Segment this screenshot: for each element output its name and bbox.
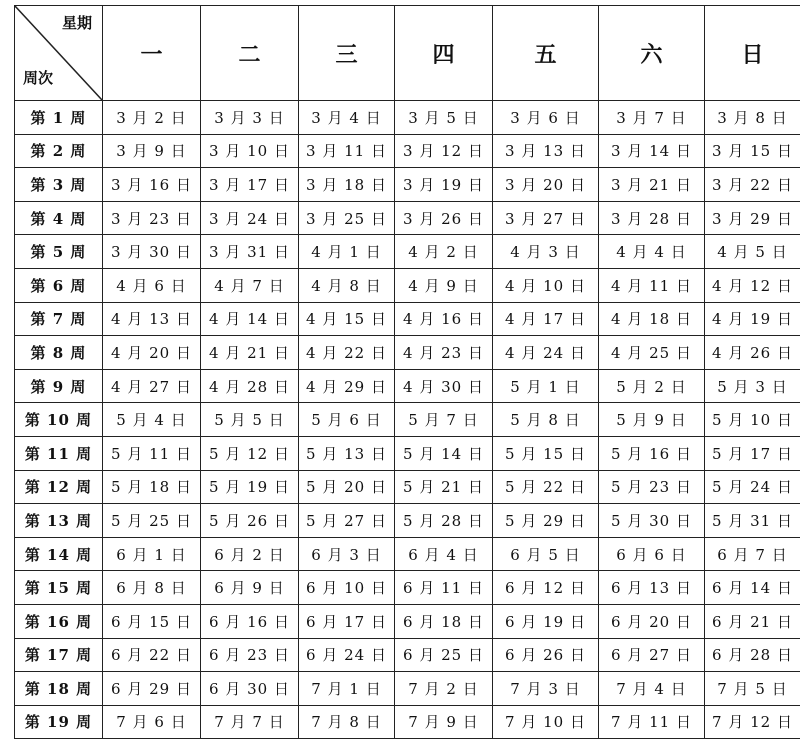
week-label-cell: 第 10 周 (15, 403, 103, 437)
corner-header-cell (15, 6, 103, 101)
date-cell: 3 月 5 日 (395, 101, 493, 135)
date-cell: 4 月 7 日 (201, 268, 299, 302)
schedule-body (15, 101, 800, 739)
date-cell: 6 月 17 日 (299, 604, 395, 638)
date-cell: 4 月 15 日 (299, 302, 395, 336)
week-label-cell: 第 18 周 (15, 672, 103, 706)
date-cell: 4 月 18 日 (599, 302, 705, 336)
date-cell: 5 月 25 日 (103, 504, 201, 538)
table-row (15, 436, 800, 470)
date-cell: 6 月 18 日 (395, 604, 493, 638)
corner-week-label: 周次 (23, 69, 54, 87)
table-row (15, 268, 800, 302)
week-label-cell: 第 13 周 (15, 504, 103, 538)
date-cell: 3 月 4 日 (299, 101, 395, 135)
date-cell: 3 月 30 日 (103, 235, 201, 269)
date-cell: 5 月 18 日 (103, 470, 201, 504)
date-cell: 6 月 24 日 (299, 638, 395, 672)
date-cell: 3 月 24 日 (201, 201, 299, 235)
week-label-cell: 第 15 周 (15, 571, 103, 605)
date-cell: 6 月 21 日 (705, 604, 800, 638)
date-cell: 4 月 8 日 (299, 268, 395, 302)
date-cell: 6 月 2 日 (201, 537, 299, 571)
week-label-cell: 第 3 周 (15, 168, 103, 202)
week-label-cell: 第 19 周 (15, 705, 103, 739)
table-row (15, 336, 800, 370)
date-cell: 7 月 1 日 (299, 672, 395, 706)
date-cell: 4 月 25 日 (599, 336, 705, 370)
date-cell: 4 月 23 日 (395, 336, 493, 370)
date-cell: 5 月 7 日 (395, 403, 493, 437)
week-schedule-table (14, 5, 800, 739)
date-cell: 5 月 24 日 (705, 470, 800, 504)
date-cell: 5 月 6 日 (299, 403, 395, 437)
header-row (15, 6, 800, 101)
date-cell: 6 月 11 日 (395, 571, 493, 605)
date-cell: 7 月 11 日 (599, 705, 705, 739)
date-cell: 5 月 23 日 (599, 470, 705, 504)
date-cell: 5 月 9 日 (599, 403, 705, 437)
date-cell: 6 月 12 日 (493, 571, 599, 605)
date-cell: 7 月 4 日 (599, 672, 705, 706)
date-cell: 4 月 20 日 (103, 336, 201, 370)
date-cell: 4 月 22 日 (299, 336, 395, 370)
date-cell: 4 月 24 日 (493, 336, 599, 370)
date-cell: 5 月 13 日 (299, 436, 395, 470)
date-cell: 6 月 4 日 (395, 537, 493, 571)
date-cell: 5 月 31 日 (705, 504, 800, 538)
table-row (15, 504, 800, 538)
date-cell: 4 月 11 日 (599, 268, 705, 302)
date-cell: 6 月 6 日 (599, 537, 705, 571)
date-cell: 6 月 1 日 (103, 537, 201, 571)
date-cell: 3 月 6 日 (493, 101, 599, 135)
table-row (15, 470, 800, 504)
date-cell: 5 月 2 日 (599, 369, 705, 403)
date-cell: 4 月 16 日 (395, 302, 493, 336)
date-cell: 7 月 3 日 (493, 672, 599, 706)
date-cell: 6 月 20 日 (599, 604, 705, 638)
date-cell: 3 月 12 日 (395, 134, 493, 168)
corner-weekday-label: 星期 (61, 14, 92, 32)
date-cell: 5 月 3 日 (705, 369, 800, 403)
date-cell: 5 月 1 日 (493, 369, 599, 403)
date-cell: 4 月 13 日 (103, 302, 201, 336)
date-cell: 7 月 5 日 (705, 672, 800, 706)
table-row (15, 134, 800, 168)
table-row (15, 672, 800, 706)
date-cell: 7 月 7 日 (201, 705, 299, 739)
date-cell: 5 月 29 日 (493, 504, 599, 538)
table-row (15, 168, 800, 202)
date-cell: 3 月 2 日 (103, 101, 201, 135)
week-label-cell: 第 6 周 (15, 268, 103, 302)
date-cell: 7 月 9 日 (395, 705, 493, 739)
day-header-thu: 四 (395, 6, 493, 101)
date-cell: 4 月 17 日 (493, 302, 599, 336)
date-cell: 3 月 31 日 (201, 235, 299, 269)
date-cell: 6 月 22 日 (103, 638, 201, 672)
week-label-cell: 第 16 周 (15, 604, 103, 638)
date-cell: 3 月 10 日 (201, 134, 299, 168)
table-row (15, 302, 800, 336)
date-cell: 4 月 1 日 (299, 235, 395, 269)
week-label-cell: 第 2 周 (15, 134, 103, 168)
date-cell: 3 月 7 日 (599, 101, 705, 135)
date-cell: 6 月 13 日 (599, 571, 705, 605)
date-cell: 6 月 27 日 (599, 638, 705, 672)
date-cell: 4 月 21 日 (201, 336, 299, 370)
date-cell: 7 月 12 日 (705, 705, 800, 739)
table-row (15, 369, 800, 403)
date-cell: 4 月 2 日 (395, 235, 493, 269)
date-cell: 6 月 30 日 (201, 672, 299, 706)
date-cell: 4 月 30 日 (395, 369, 493, 403)
date-cell: 3 月 13 日 (493, 134, 599, 168)
date-cell: 4 月 4 日 (599, 235, 705, 269)
date-cell: 6 月 9 日 (201, 571, 299, 605)
date-cell: 6 月 3 日 (299, 537, 395, 571)
date-cell: 6 月 28 日 (705, 638, 800, 672)
date-cell: 4 月 26 日 (705, 336, 800, 370)
date-cell: 7 月 10 日 (493, 705, 599, 739)
date-cell: 5 月 17 日 (705, 436, 800, 470)
date-cell: 7 月 2 日 (395, 672, 493, 706)
date-cell: 3 月 21 日 (599, 168, 705, 202)
date-cell: 3 月 23 日 (103, 201, 201, 235)
date-cell: 5 月 12 日 (201, 436, 299, 470)
date-cell: 5 月 11 日 (103, 436, 201, 470)
day-header-wed: 三 (299, 6, 395, 101)
date-cell: 3 月 14 日 (599, 134, 705, 168)
table-row (15, 403, 800, 437)
date-cell: 5 月 30 日 (599, 504, 705, 538)
date-cell: 3 月 18 日 (299, 168, 395, 202)
date-cell: 6 月 19 日 (493, 604, 599, 638)
date-cell: 6 月 5 日 (493, 537, 599, 571)
week-label-cell: 第 5 周 (15, 235, 103, 269)
date-cell: 5 月 4 日 (103, 403, 201, 437)
week-label-cell: 第 8 周 (15, 336, 103, 370)
week-label-cell: 第 7 周 (15, 302, 103, 336)
date-cell: 5 月 19 日 (201, 470, 299, 504)
week-label-cell: 第 4 周 (15, 201, 103, 235)
date-cell: 4 月 14 日 (201, 302, 299, 336)
date-cell: 6 月 26 日 (493, 638, 599, 672)
date-cell: 4 月 19 日 (705, 302, 800, 336)
week-label-cell: 第 12 周 (15, 470, 103, 504)
date-cell: 4 月 3 日 (493, 235, 599, 269)
date-cell: 5 月 16 日 (599, 436, 705, 470)
week-label-cell: 第 9 周 (15, 369, 103, 403)
date-cell: 5 月 22 日 (493, 470, 599, 504)
date-cell: 6 月 15 日 (103, 604, 201, 638)
date-cell: 3 月 26 日 (395, 201, 493, 235)
date-cell: 3 月 19 日 (395, 168, 493, 202)
date-cell: 3 月 15 日 (705, 134, 800, 168)
table-row (15, 537, 800, 571)
date-cell: 3 月 20 日 (493, 168, 599, 202)
date-cell: 4 月 6 日 (103, 268, 201, 302)
date-cell: 3 月 28 日 (599, 201, 705, 235)
day-header-tue: 二 (201, 6, 299, 101)
date-cell: 5 月 15 日 (493, 436, 599, 470)
date-cell: 6 月 16 日 (201, 604, 299, 638)
table-row (15, 571, 800, 605)
day-header-mon: 一 (103, 6, 201, 101)
date-cell: 6 月 25 日 (395, 638, 493, 672)
date-cell: 5 月 5 日 (201, 403, 299, 437)
date-cell: 3 月 25 日 (299, 201, 395, 235)
date-cell: 3 月 27 日 (493, 201, 599, 235)
date-cell: 3 月 16 日 (103, 168, 201, 202)
date-cell: 3 月 29 日 (705, 201, 800, 235)
table-row (15, 201, 800, 235)
date-cell: 3 月 17 日 (201, 168, 299, 202)
table-row (15, 604, 800, 638)
week-label-cell: 第 17 周 (15, 638, 103, 672)
date-cell: 4 月 5 日 (705, 235, 800, 269)
date-cell: 5 月 21 日 (395, 470, 493, 504)
date-cell: 3 月 11 日 (299, 134, 395, 168)
table-row (15, 101, 800, 135)
date-cell: 7 月 8 日 (299, 705, 395, 739)
date-cell: 5 月 27 日 (299, 504, 395, 538)
date-cell: 6 月 10 日 (299, 571, 395, 605)
table-row (15, 235, 800, 269)
date-cell: 4 月 9 日 (395, 268, 493, 302)
date-cell: 4 月 29 日 (299, 369, 395, 403)
date-cell: 6 月 14 日 (705, 571, 800, 605)
date-cell: 6 月 7 日 (705, 537, 800, 571)
date-cell: 4 月 28 日 (201, 369, 299, 403)
date-cell: 3 月 22 日 (705, 168, 800, 202)
date-cell: 3 月 9 日 (103, 134, 201, 168)
week-label-cell: 第 14 周 (15, 537, 103, 571)
day-header-fri: 五 (493, 6, 599, 101)
date-cell: 6 月 8 日 (103, 571, 201, 605)
week-label-cell: 第 1 周 (15, 101, 103, 135)
date-cell: 4 月 10 日 (493, 268, 599, 302)
date-cell: 4 月 12 日 (705, 268, 800, 302)
table-row (15, 705, 800, 739)
table-row (15, 638, 800, 672)
date-cell: 5 月 14 日 (395, 436, 493, 470)
date-cell: 5 月 20 日 (299, 470, 395, 504)
date-cell: 4 月 27 日 (103, 369, 201, 403)
day-header-sat: 六 (599, 6, 705, 101)
date-cell: 5 月 28 日 (395, 504, 493, 538)
date-cell: 6 月 23 日 (201, 638, 299, 672)
day-header-sun: 日 (705, 6, 800, 101)
date-cell: 5 月 10 日 (705, 403, 800, 437)
date-cell: 7 月 6 日 (103, 705, 201, 739)
week-label-cell: 第 11 周 (15, 436, 103, 470)
date-cell: 6 月 29 日 (103, 672, 201, 706)
date-cell: 3 月 3 日 (201, 101, 299, 135)
date-cell: 5 月 26 日 (201, 504, 299, 538)
date-cell: 3 月 8 日 (705, 101, 800, 135)
date-cell: 5 月 8 日 (493, 403, 599, 437)
